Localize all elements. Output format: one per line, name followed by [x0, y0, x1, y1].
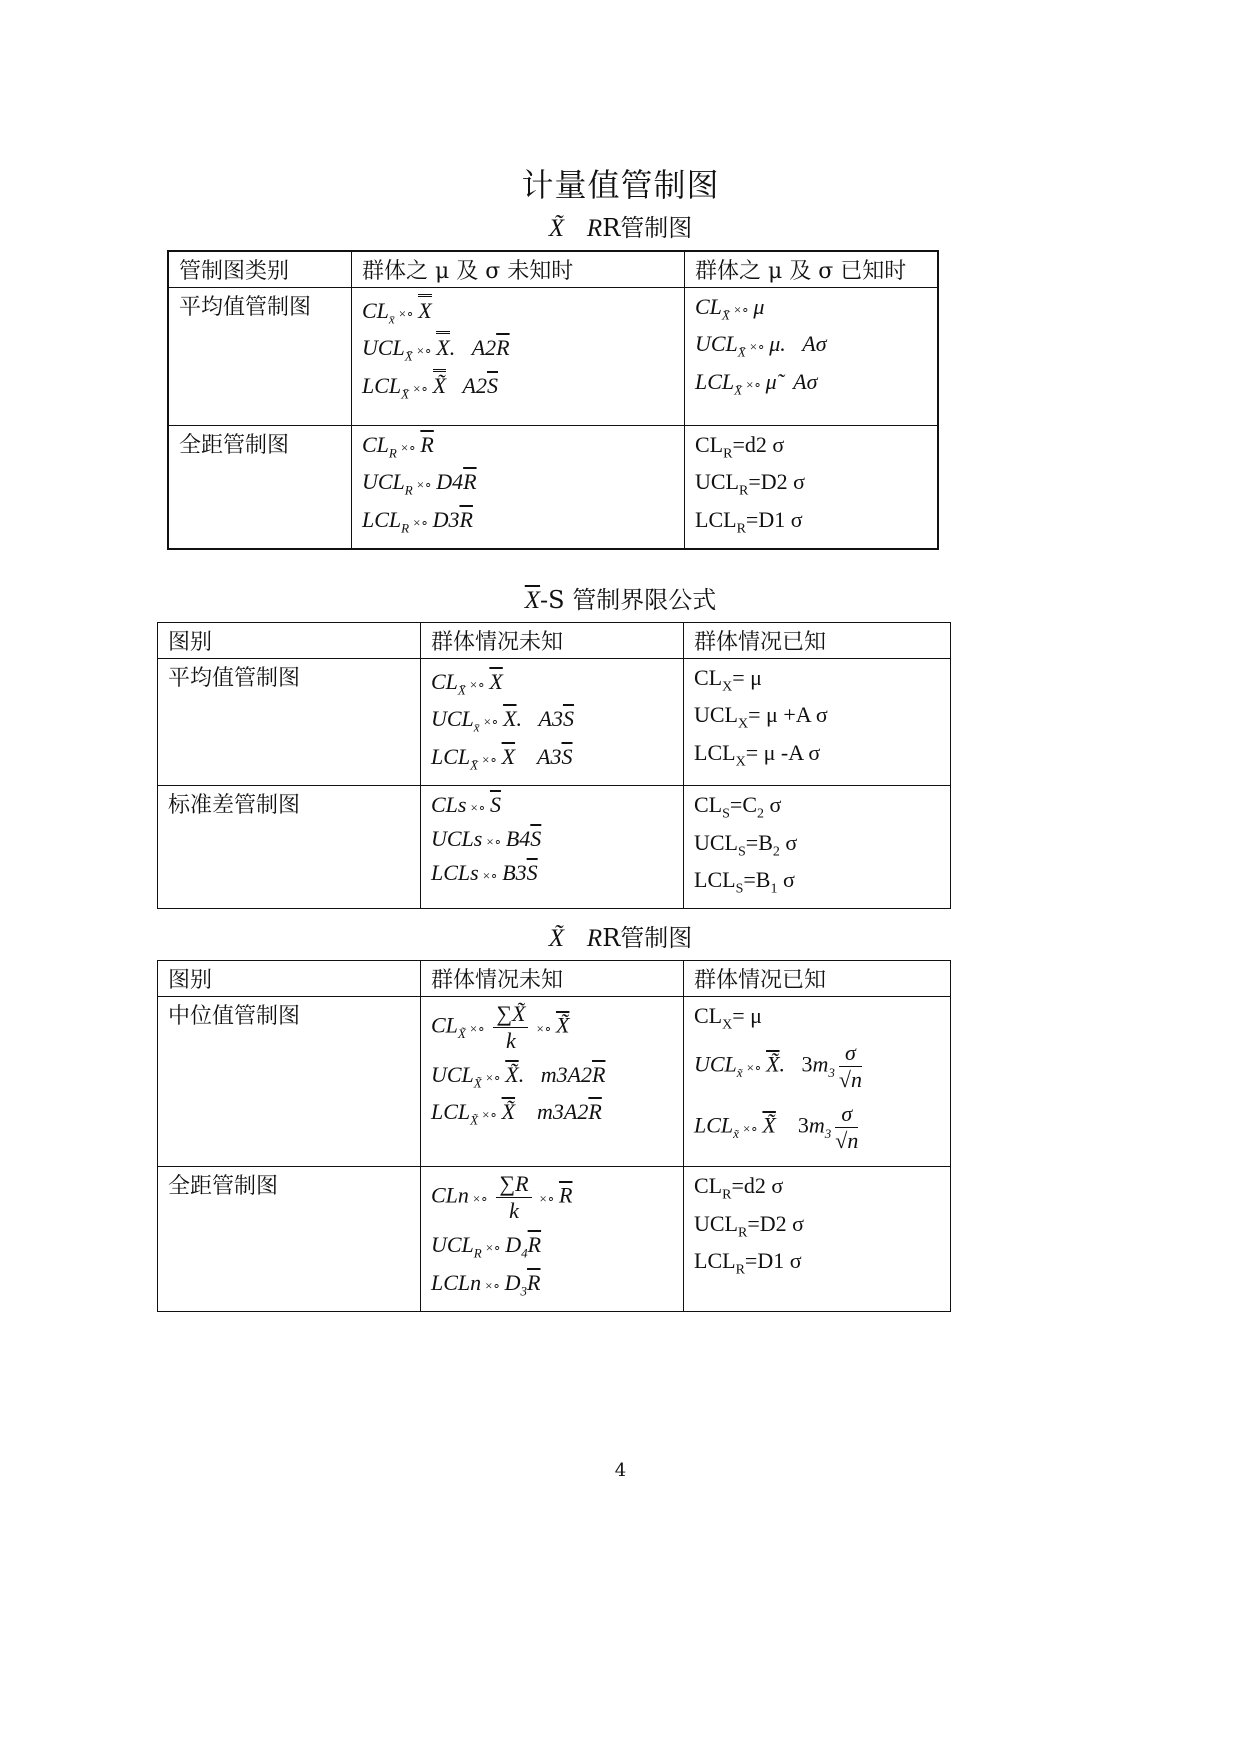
- x-tilde-symbol: X̃: [548, 215, 565, 242]
- cell-range-known: $CL_R=d2$ σ $UCL_R=D2$ σ $LCL_R=D1$ σ: [684, 1167, 951, 1312]
- section1-heading: X̃ RR管制图: [548, 214, 693, 242]
- section2-heading-text: -S 管制界限公式: [540, 586, 717, 614]
- cell-range-unknown: CLn ×∘ $\frac{\sum R}{k}$ ×∘ $\overline{R}$ $UCL_R$ ×∘ $D_4\overline{R}$ LCLn ×∘ $D_3\overline{R}$: [421, 1167, 684, 1312]
- cell-mean-unknown: $CL_{X̄}$ ×∘ $\overline{X}$ $UCL_{x̄}$ ×∘ $\overline{X}$. $A3\overline{S}$ $LCL_{X̄}$ ×∘ $\overline{X}$ $A3\overline{S}$: [421, 659, 684, 786]
- cell-stddev-known: $CL_S=C_2$ σ $UCL_S=B_2$ σ $LCL_S=B_1$ σ: [684, 786, 951, 909]
- section3-heading-text: R管制图: [602, 924, 693, 952]
- row-label-range: 全距管制图: [168, 426, 352, 550]
- cell-stddev-unknown: CLs ×∘ $\overline{S}$ UCLs ×∘ $B4\overline{S}$ LCLs ×∘ $B3\overline{S}$: [421, 786, 684, 909]
- header-known: 群体情况已知: [684, 961, 951, 997]
- row-label-stddev: 标准差管制图: [158, 786, 421, 909]
- header-category: 图别: [158, 623, 421, 659]
- header-known: 群体情况已知: [684, 623, 951, 659]
- cell-mean-known: $CL_{X̄}$ ×∘ μ $UCL_{X̄}$ ×∘ μ. Aσ $LCL_{X̄}$ ×∘ μ̃ Aσ: [685, 288, 939, 426]
- row-label-range: 全距管制图: [158, 1167, 421, 1312]
- section2-heading: $\overline{X}-S$ 管制界限公式: [524, 586, 717, 614]
- section1-heading-text: R管制图: [602, 214, 693, 242]
- row-label-median: 中位值管制图: [158, 997, 421, 1167]
- cell-mean-unknown: $CL_{x̄}$ ×∘ X $UCL_{X̄}$ ×∘ X. $A2\overline{R}$ $LCL_{X̄}$ ×∘ X̃ $A2\overline{S}$: [352, 288, 685, 426]
- table-xbar-r: [167, 250, 939, 550]
- cell-range-known: $CL_R=d2$ σ $UCL_R=D2$ σ $LCL_R=D1$ σ: [685, 426, 939, 550]
- header-known: 群体之 μ 及 σ 已知时: [685, 251, 939, 288]
- cell-range-unknown: $CL_R$ ×∘ $\overline{R}$ $UCL_R$ ×∘ $D4\overline{R}$ $LCL_R$ ×∘ $D3\overline{R}$: [352, 426, 685, 550]
- row-label-mean: 平均值管制图: [168, 288, 352, 426]
- x-tilde-symbol: X̃: [548, 925, 565, 952]
- cell-median-known: $CL_X= \mu$ $UCL_{x̃}$ ×∘ X̃. $3m_3$ $\frac{\sigma}{√n}$ $LCL_{x̃}$ ×∘ X̃ $3m_3$ $\frac{\sigma}{√n}$: [684, 997, 951, 1167]
- cell-mean-known: $CL_X= \mu$ $UCL_X= \mu +A$ σ $LCL_X= \mu$ -A σ: [684, 659, 951, 786]
- page-title: 计量值管制图: [521, 166, 720, 204]
- header-category: 管制图类别: [168, 251, 352, 288]
- table-xbar-s: [157, 622, 951, 909]
- header-unknown: 群体之 μ 及 σ 未知时: [352, 251, 685, 288]
- header-category: 图别: [158, 961, 421, 997]
- header-unknown: 群体情况未知: [421, 623, 684, 659]
- table-median-r: [157, 960, 951, 1312]
- page-number: 4: [614, 1460, 627, 1481]
- cell-median-unknown: $CL_{X̃}$ ×∘ $\frac{\sum X̃}{k}$ ×∘ X̃ $UCL_{X̃}$ ×∘ X̃. $m3A2\overline{R}$ $LCL_{X̃}$ ×∘ X̃ $m3A2\overline{R}$: [421, 997, 684, 1167]
- row-label-mean: 平均值管制图: [158, 659, 421, 786]
- section3-heading: X̃ RR管制图: [548, 924, 693, 952]
- header-unknown: 群体情况未知: [421, 961, 684, 997]
